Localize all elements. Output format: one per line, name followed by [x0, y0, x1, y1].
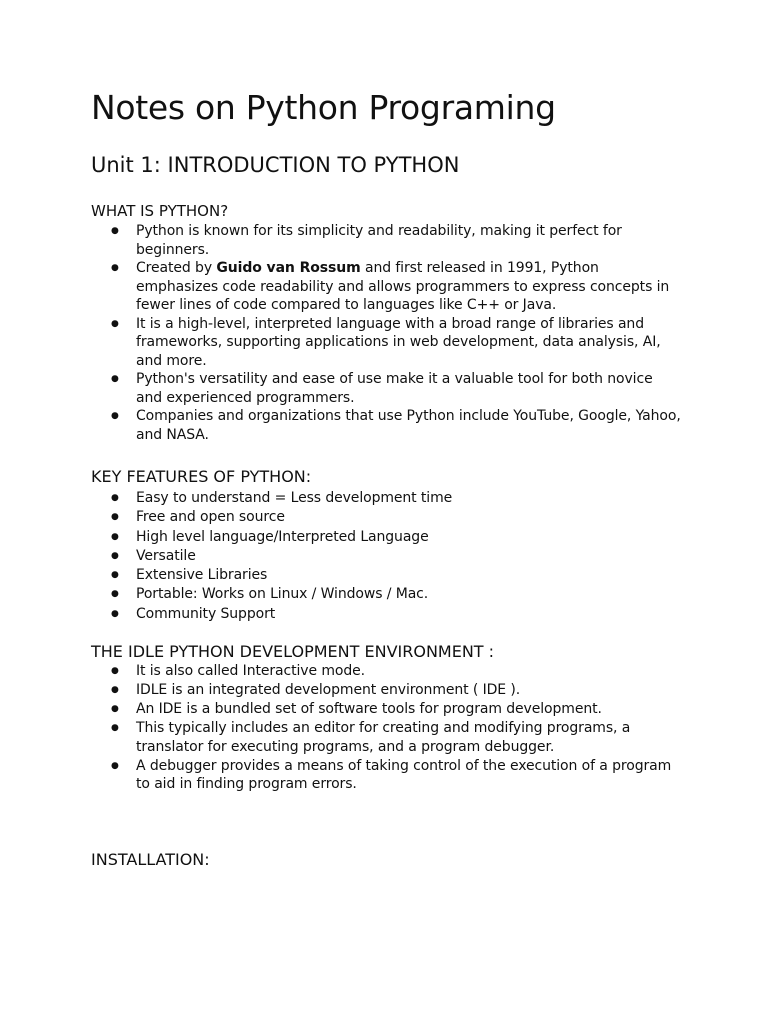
list-item: ● Free and open source: [91, 508, 681, 527]
section-heading-idle: THE IDLE PYTHON DEVELOPMENT ENVIRONMENT :: [91, 642, 495, 661]
section-heading-installation: INSTALLATION:: [91, 850, 210, 869]
list-item: ● Companies and organizations that use Python include YouTube, Google, Yahoo, and NASA.: [91, 407, 681, 444]
key-features-list: [91, 489, 681, 624]
list-item: ● Python is known for its simplicity and readability, making it perfect for beginners.: [91, 222, 681, 259]
list-item-text: Created by: [136, 260, 217, 276]
list-item: ● This typically includes an editor for creating and modifying programs, a translator for executing programs, and a program debugger.: [91, 719, 681, 756]
what-is-python-list: [91, 222, 681, 444]
list-item: ● High level language/Interpreted Language: [91, 528, 681, 547]
list-item: ● Community Support: [91, 605, 681, 624]
section-heading-what-is-python: WHAT IS PYTHON?: [91, 202, 229, 220]
list-item: ● A debugger provides a means of taking control of the execution of a program to aid in finding program errors.: [91, 757, 681, 794]
list-item-text: and first released in 1991, Python emphasizes code readability and allows programmers to express concepts in fewer lines of code compared to languages like C++ or Java.: [136, 260, 670, 313]
list-item: ● An IDE is a bundled set of software tools for program development.: [91, 700, 681, 719]
list-item: [91, 259, 681, 315]
creator-name: Guido van Rossum: [216, 260, 361, 276]
list-item: ● It is also called Interactive mode.: [91, 662, 681, 681]
section-heading-key-features: KEY FEATURES OF PYTHON:: [91, 467, 312, 486]
unit-heading: Unit 1: INTRODUCTION TO PYTHON: [91, 153, 460, 177]
list-item: ● IDLE is an integrated development environment ( IDE ).: [91, 681, 681, 700]
idle-list: [91, 662, 681, 794]
document-title: Notes on Python Programing: [91, 88, 556, 127]
list-item: ● Portable: Works on Linux / Windows / Mac.: [91, 585, 681, 604]
list-item: ● Versatile: [91, 547, 681, 566]
list-item: ● It is a high-level, interpreted language with a broad range of libraries and frameworks, supporting applications in web development, data analysis, AI, and more.: [91, 315, 681, 371]
list-item: ● Python's versatility and ease of use make it a valuable tool for both novice and experienced programmers.: [91, 370, 681, 407]
list-item: ● Easy to understand = Less development time: [91, 489, 681, 508]
list-item: ● Extensive Libraries: [91, 566, 681, 585]
